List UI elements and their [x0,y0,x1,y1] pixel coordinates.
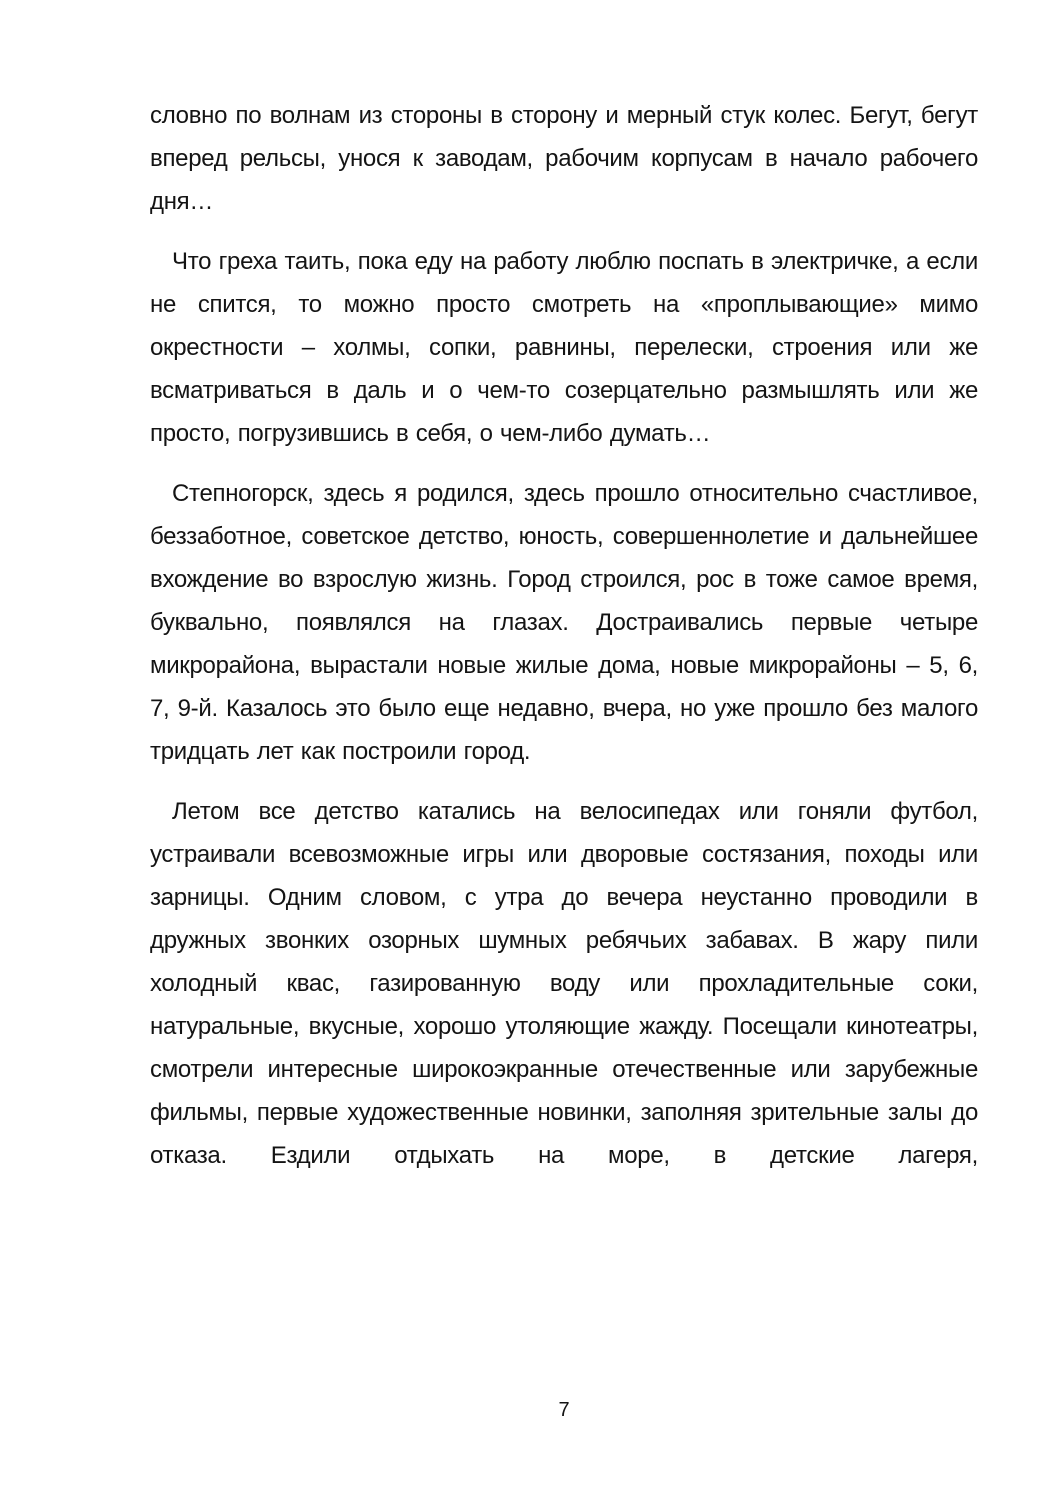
paragraph: Степногорск, здесь я родился, здесь прошло относительно счастливое, беззаботное, советское детство, юность, совершеннолетие и дальнейшее вхождение во взрослую жизнь. Город строился, рос в тоже самое время, буквально, появлялся на глазах. Достраивались первые четыре микрорайона, вырастали новые жилые дома, новые микрорайоны – 5, 6, 7, 9-й. Казалось это было еще недавно, вчера, но уже прошло без малого тридцать лет как построили город. [150,480,978,765]
page-number: 7 [558,1399,570,1421]
paragraph-continuation: словно по волнам из стороны в сторону и мерный стук колес. Бегут, бегут вперед рельсы, унося к заводам, рабочим корпусам в начало рабочего дня… [150,102,978,215]
paragraph: Что греха таить, пока еду на работу люблю поспать в электричке, а если не спится, то можно просто смотреть на «проплывающие» мимо окрестности – холмы, сопки, равнины, перелески, строения или же всматриваться в даль и о чем-то созерцательно размышлять или же просто, погрузившись в себя, о чем-либо думать… [150,248,978,447]
paragraph: Летом все детство катались на велосипедах или гоняли футбол, устраивали всевозможные игры или дворовые состязания, походы или зарницы. Одним словом, с утра до вечера неустанно проводили в дружных звонких озорных шумных ребячьих забавах. В жару пили холодный квас, газированную воду или прохладительные соки, натуральные, вкусные, хорошо утоляющие жажду. Посещали кинотеатры, смотрели интересные широкоэкранные отечественные или зарубежные фильмы, первые художественные новинки, заполняя зрительные залы до отказа. Ездили отдыхать на море, в детские лагеря, [150,798,978,1169]
text-block [150,94,978,1194]
